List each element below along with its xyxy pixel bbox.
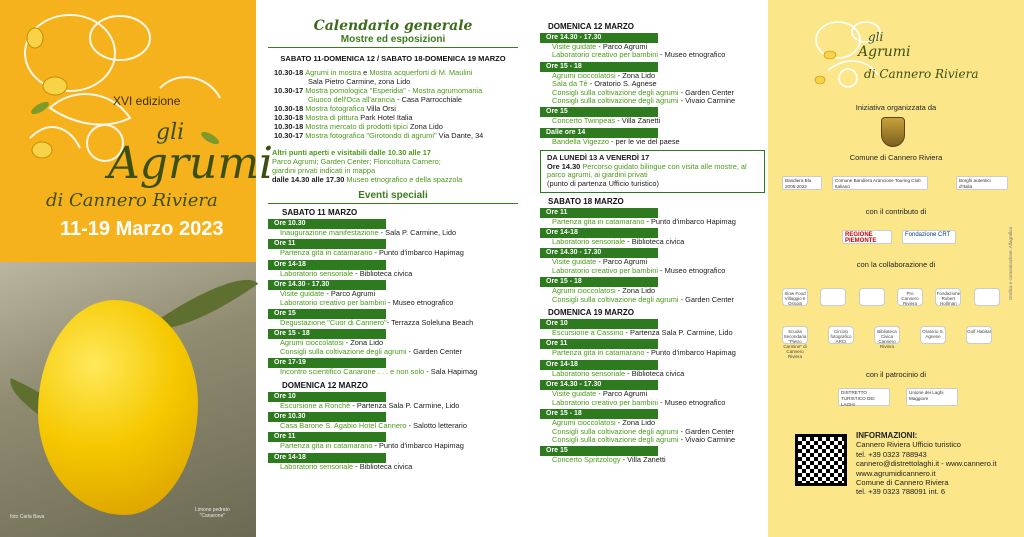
time-slot-bar: Ore 10 <box>268 392 386 402</box>
mid-days <box>268 208 518 471</box>
time-slot-bar: Ore 14.30 - 17.30 <box>268 280 386 290</box>
fondazione-crt-logo: Fondazione CRT <box>902 230 956 244</box>
event-name: Visite guidate <box>552 389 597 399</box>
extra-text: Museo etnografico e della spazzola <box>344 175 463 184</box>
partner-logo: Slow Food Villaggio e Ossola <box>782 288 808 306</box>
event-item <box>268 402 518 410</box>
exhibition-name: Mostra acquerforti di M. Maulini <box>369 68 473 77</box>
event-item <box>268 368 518 376</box>
title-subtitle: di Cannero Riviera <box>46 190 218 211</box>
event-item <box>540 436 765 444</box>
event-place: - Museo etnografico <box>658 397 726 407</box>
exhibition-time: 10.30-18 <box>274 104 306 113</box>
borghi-autentici-logo: Borghi autentici d'Italia <box>956 176 1008 190</box>
exhibition-name: Mostra fotografica <box>305 104 365 113</box>
event-place: - Villa Zanetti <box>620 455 666 465</box>
divider <box>268 47 518 48</box>
event-place: - Punto d'imbarco Hapimag <box>372 441 464 451</box>
event-name: Consigli sulla coltivazione degli agrumi <box>552 96 679 106</box>
exhibitions-list <box>268 68 518 140</box>
day-heading: SABATO 18 MARZO <box>548 196 624 206</box>
time-slot-bar: Ore 14.30 - 17.30 <box>540 33 658 43</box>
event-name: Visite guidate <box>552 42 597 51</box>
exhibition-time: 10.30-18 <box>274 113 306 122</box>
event-name: Casa Barone S. Agabio Hotel Cannero <box>280 421 407 431</box>
time-slot-bar: Ore 11 <box>540 208 658 218</box>
event-item <box>268 319 518 327</box>
event-place: - Parco Agrumi <box>324 289 376 299</box>
box-desc: Percorso guidato bilingue con visita alle mostre, al parco agrumi, ai giardini privati <box>547 161 747 180</box>
event-name: Concerto Spritzology <box>552 455 621 465</box>
exhibition-time: 10.30-18 <box>274 122 306 131</box>
exhibition-name: Mostra mercato di prodotti tipici <box>305 122 408 131</box>
exhibitions-dates: SABATO 11-DOMENICA 12 / SABATO 18-DOMENICA 19 MARZO <box>280 54 506 63</box>
event-item <box>268 249 518 257</box>
lemon-caption <box>195 507 230 519</box>
slots-list <box>540 319 765 465</box>
event-item <box>540 238 765 246</box>
patron-label: con il patrocinio di <box>865 370 927 379</box>
calendar-column <box>268 0 518 537</box>
event-item <box>268 299 518 307</box>
partner-logo: Golf Habitat <box>966 326 992 344</box>
event-name: Laboratorio creativo per bambini <box>280 297 386 307</box>
extra-line: giardini privati indicati in mappa <box>272 166 376 175</box>
unione-laghi-logo: Unione dei Laghi Maggiore <box>906 388 958 406</box>
title-agrumi: Agrumi <box>108 138 274 189</box>
info-line: tel. +39 0323 788091 int. 6 <box>856 487 946 497</box>
time-slot-bar: Ore 14.30 - 17.30 <box>540 380 658 390</box>
event-item <box>540 117 765 125</box>
box-heading: DA LUNEDÌ 13 A VENERDÌ 17 <box>547 153 650 163</box>
event-item <box>540 349 765 357</box>
event-place: - Museo etnografico <box>658 50 726 60</box>
event-place: - Zona Lido <box>615 418 656 428</box>
event-place: - Punto d'imbarco Hapimag <box>644 216 736 226</box>
event-name: Laboratorio sensoriale <box>280 461 354 471</box>
exhibition-item <box>268 131 518 140</box>
lemon-caption-line: "Canarone" <box>199 513 226 519</box>
info-block <box>856 431 997 497</box>
exhibition-place: Zona Lido <box>407 122 443 131</box>
time-slot-bar: Ore 15 - 18 <box>540 277 658 287</box>
box-text <box>547 163 758 180</box>
info-line: Cannero Riviera Ufficio turistico <box>856 440 961 450</box>
event-item <box>268 463 518 471</box>
event-name: Agrumi cioccolatosi <box>552 286 616 296</box>
event-item <box>268 270 518 278</box>
event-place: - Garden Center <box>678 426 734 436</box>
time-slot-bar: Ore 15 - 18 <box>540 62 658 72</box>
event-item <box>540 97 765 105</box>
event-item <box>540 296 765 304</box>
partner-logo: Circolo fotografico ARCI <box>828 326 854 344</box>
extra-time: dalle 14.30 alle 17.30 <box>272 175 345 184</box>
exhibition-place: e <box>361 68 370 77</box>
event-place: - Biblioteca civica <box>625 237 685 247</box>
slots-list <box>540 208 765 304</box>
exhibition-item <box>268 86 518 95</box>
partner-logo: Fondazione Robert Hollman <box>935 288 961 306</box>
extra-line: Altri punti aperti e visitabili dalle 10.30 alle 17 <box>272 148 431 157</box>
day-heading: DOMENICA 19 MARZO <box>548 308 634 318</box>
event-name: Laboratorio sensoriale <box>552 237 626 247</box>
event-place: - Parco Agrumi <box>596 389 648 399</box>
event-name: Agrumi cioccolatosi <box>552 418 616 428</box>
time-slot-bar: Dalle ore 14 <box>540 128 658 138</box>
box-note: (punto di partenza Ufficio turistico) <box>547 179 660 189</box>
info-line: cannero@distrettolaghi.it - www.cannero.it <box>856 459 997 469</box>
time-slot-bar: Ore 15 <box>268 309 386 319</box>
back-title-gli: gli <box>868 30 884 44</box>
info-line: Comune di Cannero Riviera <box>856 478 949 488</box>
time-slot-bar: Ore 11 <box>268 239 386 249</box>
exhibition-time: 10.30-17 <box>274 86 306 95</box>
bandiera-arancione-logo: Comune Bandiera Arancione Touring Club Italiano <box>832 176 928 190</box>
event-place: - Museo etnografico <box>658 265 726 275</box>
event-place: - Punto d'imbarco Hapimag <box>644 348 736 358</box>
info-lines <box>856 440 997 496</box>
event-place: - Museo etnografico <box>386 297 454 307</box>
graphic-credit: Grafica e comunicazione: Alfagrafica <box>1008 226 1013 300</box>
event-item <box>540 267 765 275</box>
event-name: Consigli sulla coltivazione degli agrumi <box>280 346 407 356</box>
calendar-title: Calendario generale <box>313 18 473 34</box>
qr-code-icon[interactable] <box>795 434 847 486</box>
event-name: Partenza gita in catamarano <box>280 441 373 451</box>
exhibition-item-line <box>268 77 518 86</box>
event-place: - Garden Center <box>678 87 734 97</box>
event-item <box>540 456 765 464</box>
event-place: - Villa Zanetti <box>615 116 661 126</box>
event-item <box>540 399 765 407</box>
event-place: - Biblioteca civica <box>353 268 413 278</box>
event-place: - per le vie del paese <box>608 136 680 146</box>
event-place: - Zona Lido <box>615 286 656 296</box>
lemon-fruit-image <box>38 300 198 515</box>
comune-label: Comune di Cannero Riviera <box>849 153 943 162</box>
partner-logo: Scuola Secondaria "Pietro Carmine" di Cannero Riviera <box>782 326 808 344</box>
event-name: Visite guidate <box>552 257 597 267</box>
time-slot-bar: Ore 15 <box>540 107 658 117</box>
event-name: Consigli sulla coltivazione degli agrumi <box>552 87 679 97</box>
distretto-laghi-logo: DISTRETTO TURISTICO DEI LAGHI <box>838 388 890 406</box>
event-item <box>268 229 518 237</box>
day-heading: DOMENICA 12 MARZO <box>282 380 368 390</box>
cover-panel <box>0 0 274 537</box>
organized-label: Iniziativa organizzata da <box>855 103 937 112</box>
event-name: Laboratorio creativo per bambini <box>552 397 658 407</box>
event-item <box>540 138 765 146</box>
exhibition-place: Via Dante, 34 <box>436 131 484 140</box>
partner-logo <box>974 288 1000 306</box>
weekday-box <box>540 150 765 192</box>
events-title: Eventi speciali <box>358 190 428 201</box>
day-heading: SABATO 11 MARZO <box>282 208 358 217</box>
exhibition-name: Giuoco dell'Oca all'arancia <box>308 95 396 104</box>
exhibition-place: Park Hotel Italia <box>358 113 413 122</box>
event-name: Laboratorio sensoriale <box>552 368 626 378</box>
exhibition-item <box>268 122 518 131</box>
event-place: - Zona Lido <box>615 70 656 80</box>
event-name: Consigli sulla coltivazione degli agrumi <box>552 426 679 436</box>
event-item <box>268 422 518 430</box>
time-slot-bar: Ore 14-18 <box>268 453 386 463</box>
back-title-subtitle: di Cannero Riviera <box>864 67 979 81</box>
time-slot-bar: Ore 11 <box>268 432 386 442</box>
exhibition-item-line <box>268 95 518 104</box>
partner-logo: Oratorio S. Agnese <box>920 326 946 344</box>
exhibition-place: Sala Pietro Carmine, zona Lido <box>308 77 411 86</box>
time-slot-bar: Ore 14.30 - 17.30 <box>540 248 658 258</box>
event-item <box>540 329 765 337</box>
event-item <box>268 348 518 356</box>
time-slot-bar: Ore 11 <box>540 339 658 349</box>
exhibition-name: Mostra fotografica "Girotondo di agrumi" <box>305 131 437 140</box>
town-crest-icon <box>881 117 905 147</box>
event-name: Agrumi cioccolatosi <box>280 338 344 348</box>
event-name: Escursione a Ronchè <box>280 400 351 410</box>
partner-logo: Biblioteca Civica Cannero Riviera <box>874 326 900 344</box>
exhibition-name: Agrumi in mostra <box>305 68 362 77</box>
exhibition-item <box>268 68 518 77</box>
partner-logo <box>859 288 885 306</box>
day-heading: DOMENICA 12 MARZO <box>548 22 634 31</box>
exhibition-time: 10.30-18 <box>274 68 306 77</box>
extra-points <box>268 148 518 184</box>
event-place: - Vivaio Carmine <box>678 434 736 444</box>
event-item <box>540 51 765 59</box>
exhibition-place: Villa Orsi <box>364 104 396 113</box>
exhibition-time: 10.30-17 <box>274 131 306 140</box>
event-place: - Garden Center <box>678 294 734 304</box>
event-place: - Sala Hapimag <box>424 367 478 377</box>
event-place: - Garden Center <box>406 346 462 356</box>
event-place: - Biblioteca civica <box>625 368 685 378</box>
event-item <box>540 370 765 378</box>
event-place: - Biblioteca civica <box>353 461 413 471</box>
extra-line <box>272 175 518 184</box>
exhibition-name: Mostra pomologica "Esperidia" - Mostra agrumomania <box>305 86 483 95</box>
bandiera-blu-logo: Bandiera Blu 2005-2022 <box>782 176 822 190</box>
exhibitions-title: Mostre ed esposizioni <box>340 34 446 45</box>
exhibition-item <box>268 113 518 122</box>
time-slot-bar: Ore 14-18 <box>540 228 658 238</box>
time-slot-bar: Ore 15 - 18 <box>540 409 658 419</box>
event-name: Visite guidate <box>280 289 325 299</box>
event-name: Laboratorio creativo per bambini <box>552 265 658 275</box>
collab-label: con la collaborazione di <box>856 260 936 269</box>
event-name: Laboratorio sensoriale <box>280 268 354 278</box>
event-place: - Parco Agrumi <box>596 42 648 51</box>
extra-line: Parco Agrumi; Garden Center; Floricoltura Carnero; <box>272 157 441 166</box>
info-line: tel. +39 0323 788943 <box>856 449 927 459</box>
exhibition-place: - Casa Parrocchiale <box>395 95 462 104</box>
event-name: Incontro scientifico Canarone . . . e non solo <box>280 367 425 377</box>
event-name: Agrumi cioccolatosi <box>552 70 616 80</box>
event-name: Partenza gita in catamarano <box>552 216 645 226</box>
event-place: - Partenza Sala P. Carmine, Lido <box>623 328 733 338</box>
event-name: Sala da Tè <box>552 79 588 89</box>
event-name: Partenza gita in catamarano <box>280 248 373 258</box>
event-name: Consigli sulla coltivazione degli agrumi <box>552 294 679 304</box>
event-item <box>540 218 765 226</box>
event-name: Consigli sulla coltivazione degli agrumi <box>552 434 679 444</box>
title-gli: gli <box>156 120 185 145</box>
event-name: Degustazione "Cuor di Cannero" <box>280 318 387 328</box>
divider <box>268 203 518 204</box>
exhibition-item <box>268 104 518 113</box>
contrib-label: con il contributo di <box>865 207 927 216</box>
time-slot-bar: Ore 15 <box>540 446 658 456</box>
edition-label: XVI edizione <box>113 94 181 108</box>
event-name: Partenza gita in catamarano <box>552 348 645 358</box>
info-title: INFORMAZIONI: <box>856 431 918 440</box>
event-place: - Terrazza Soleluna Beach <box>386 318 474 328</box>
lemon-caption-line: Limone pedrato <box>195 507 230 513</box>
back-title-agrumi: Agrumi <box>858 44 911 60</box>
time-slot-bar: Ore 10.30 <box>268 219 386 229</box>
event-name: Inaugurazione manifestazione <box>280 228 379 237</box>
time-slot-bar: Ore 15 - 18 <box>268 329 386 339</box>
regione-piemonte-logo: REGIONE PIEMONTE <box>842 230 892 244</box>
event-place: - Sala P. Carmine, Lido <box>378 228 457 237</box>
exhibition-name: Mostra di pittura <box>305 113 359 122</box>
event-place: - Zona Lido <box>343 338 384 348</box>
event-name: Concerto Twinpeas <box>552 116 616 126</box>
event-name: Escursione a Cassino <box>552 328 624 338</box>
event-place: - Salotto letterario <box>406 421 467 431</box>
event-item <box>268 442 518 450</box>
event-place: - Punto d'imbarco Hapimag <box>372 248 464 258</box>
event-name: Bandella Vigezzo <box>552 136 609 146</box>
time-slot-bar: Ore 14-18 <box>540 360 658 370</box>
box-time: Ore 14.30 <box>547 161 581 171</box>
time-slot-bar: Ore 10.30 <box>268 412 386 422</box>
event-dates: 11-19 Marzo 2023 <box>60 218 224 240</box>
event-place: - Oratorio S. Agnese <box>587 79 657 89</box>
back-panel <box>768 0 1024 537</box>
time-slot-bar: Ore 10 <box>540 319 658 329</box>
event-name: Laboratorio creativo per bambini <box>552 50 658 60</box>
slots-list <box>540 33 765 146</box>
info-line: www.agrumidicannero.it <box>856 468 936 478</box>
time-slot-bar: Ore 17-19 <box>268 358 386 368</box>
event-place: - Vivaio Carmine <box>678 96 736 106</box>
schedule-column <box>540 0 765 537</box>
time-slot-bar: Ore 14-18 <box>268 260 386 270</box>
partner-logo: Pro Cannero Riviera <box>897 288 923 306</box>
event-place: - Partenza Sala P. Carmine, Lido <box>350 400 460 410</box>
partner-logo <box>820 288 846 306</box>
photo-credit: foto Carla Bava <box>10 514 45 520</box>
event-place: - Parco Agrumi <box>596 257 648 267</box>
